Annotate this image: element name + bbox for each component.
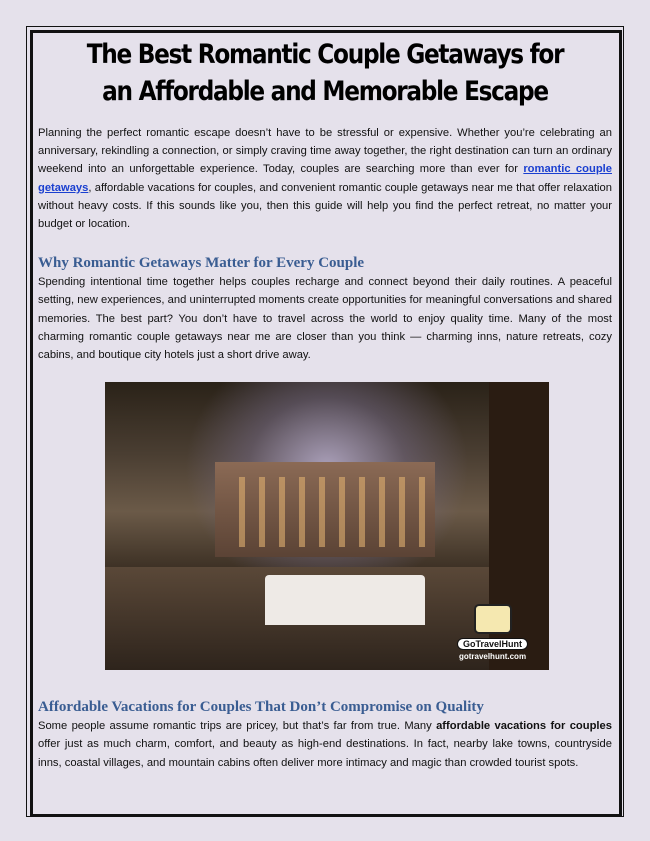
- gotravelhunt-logo: [450, 604, 535, 662]
- section-affordable-paragraph: [38, 717, 612, 772]
- logo-name: GoTravelHunt: [457, 638, 528, 650]
- logo-url: gotravelhunt.com: [458, 652, 527, 662]
- romantic-dinner-photo: [105, 382, 549, 670]
- document-body: [38, 36, 612, 772]
- intro-paragraph: [38, 124, 612, 233]
- photo-windows: [225, 477, 425, 547]
- photo-dining-table: [265, 575, 425, 625]
- page-title: The Best Romantic Couple Getaways for an Affordable and Memorable Escape: [86, 39, 564, 107]
- romantic-couple-getaways-link[interactable]: romantic couple getaways: [38, 163, 612, 194]
- affordable-text-cont: offer just as much charm, comfort, and beauty as high-end destinations. In fact, nearby lake towns, countryside inns, coastal villages, and mountain cabins often deliver more intimacy and magic than crowded tourist spots.: [38, 738, 612, 769]
- section-why-paragraph: Spending intentional time together helps couples recharge and connect beyond their daily routines. A peaceful setting, new experiences, and uninterrupted moments create opportunities for meaningful conversations and shared memories. The best part? You don’t have to travel across the world to enjoy quality time. Many of the most charming romantic couple getaways near me are closer than you think — charming inns, nature retreats, cozy cabins, and boutique city hotels just a short drive away.: [38, 276, 612, 362]
- intro-text-cont: , affordable vacations for couples, and convenient romantic couple getaways near me that offer relaxation without heavy costs. If this sounds like you, then this guide will help you find the perfect retreat, no matter your budget or location.: [38, 181, 612, 231]
- affordable-bold-text: affordable vacations for couples: [436, 720, 612, 733]
- affordable-text: Some people assume romantic trips are pricey, but that’s far from true. Many: [38, 720, 437, 733]
- section-heading-affordable: Affordable Vacations for Couples That Don’t Compromise on Quality: [38, 699, 484, 716]
- traveler-icon: [474, 604, 512, 634]
- intro-text: Planning the perfect romantic escape doesn’t have to be stressful or expensive. Whether you’re celebrating an anniversary, rekindling a connection, or simply craving time away together, the right destination can turn an ordinary weekend into an unforgettable experience. Today, couples are searching more than ever for: [38, 127, 612, 176]
- section-heading-why: Why Romantic Getaways Matter for Every Couple: [38, 255, 365, 272]
